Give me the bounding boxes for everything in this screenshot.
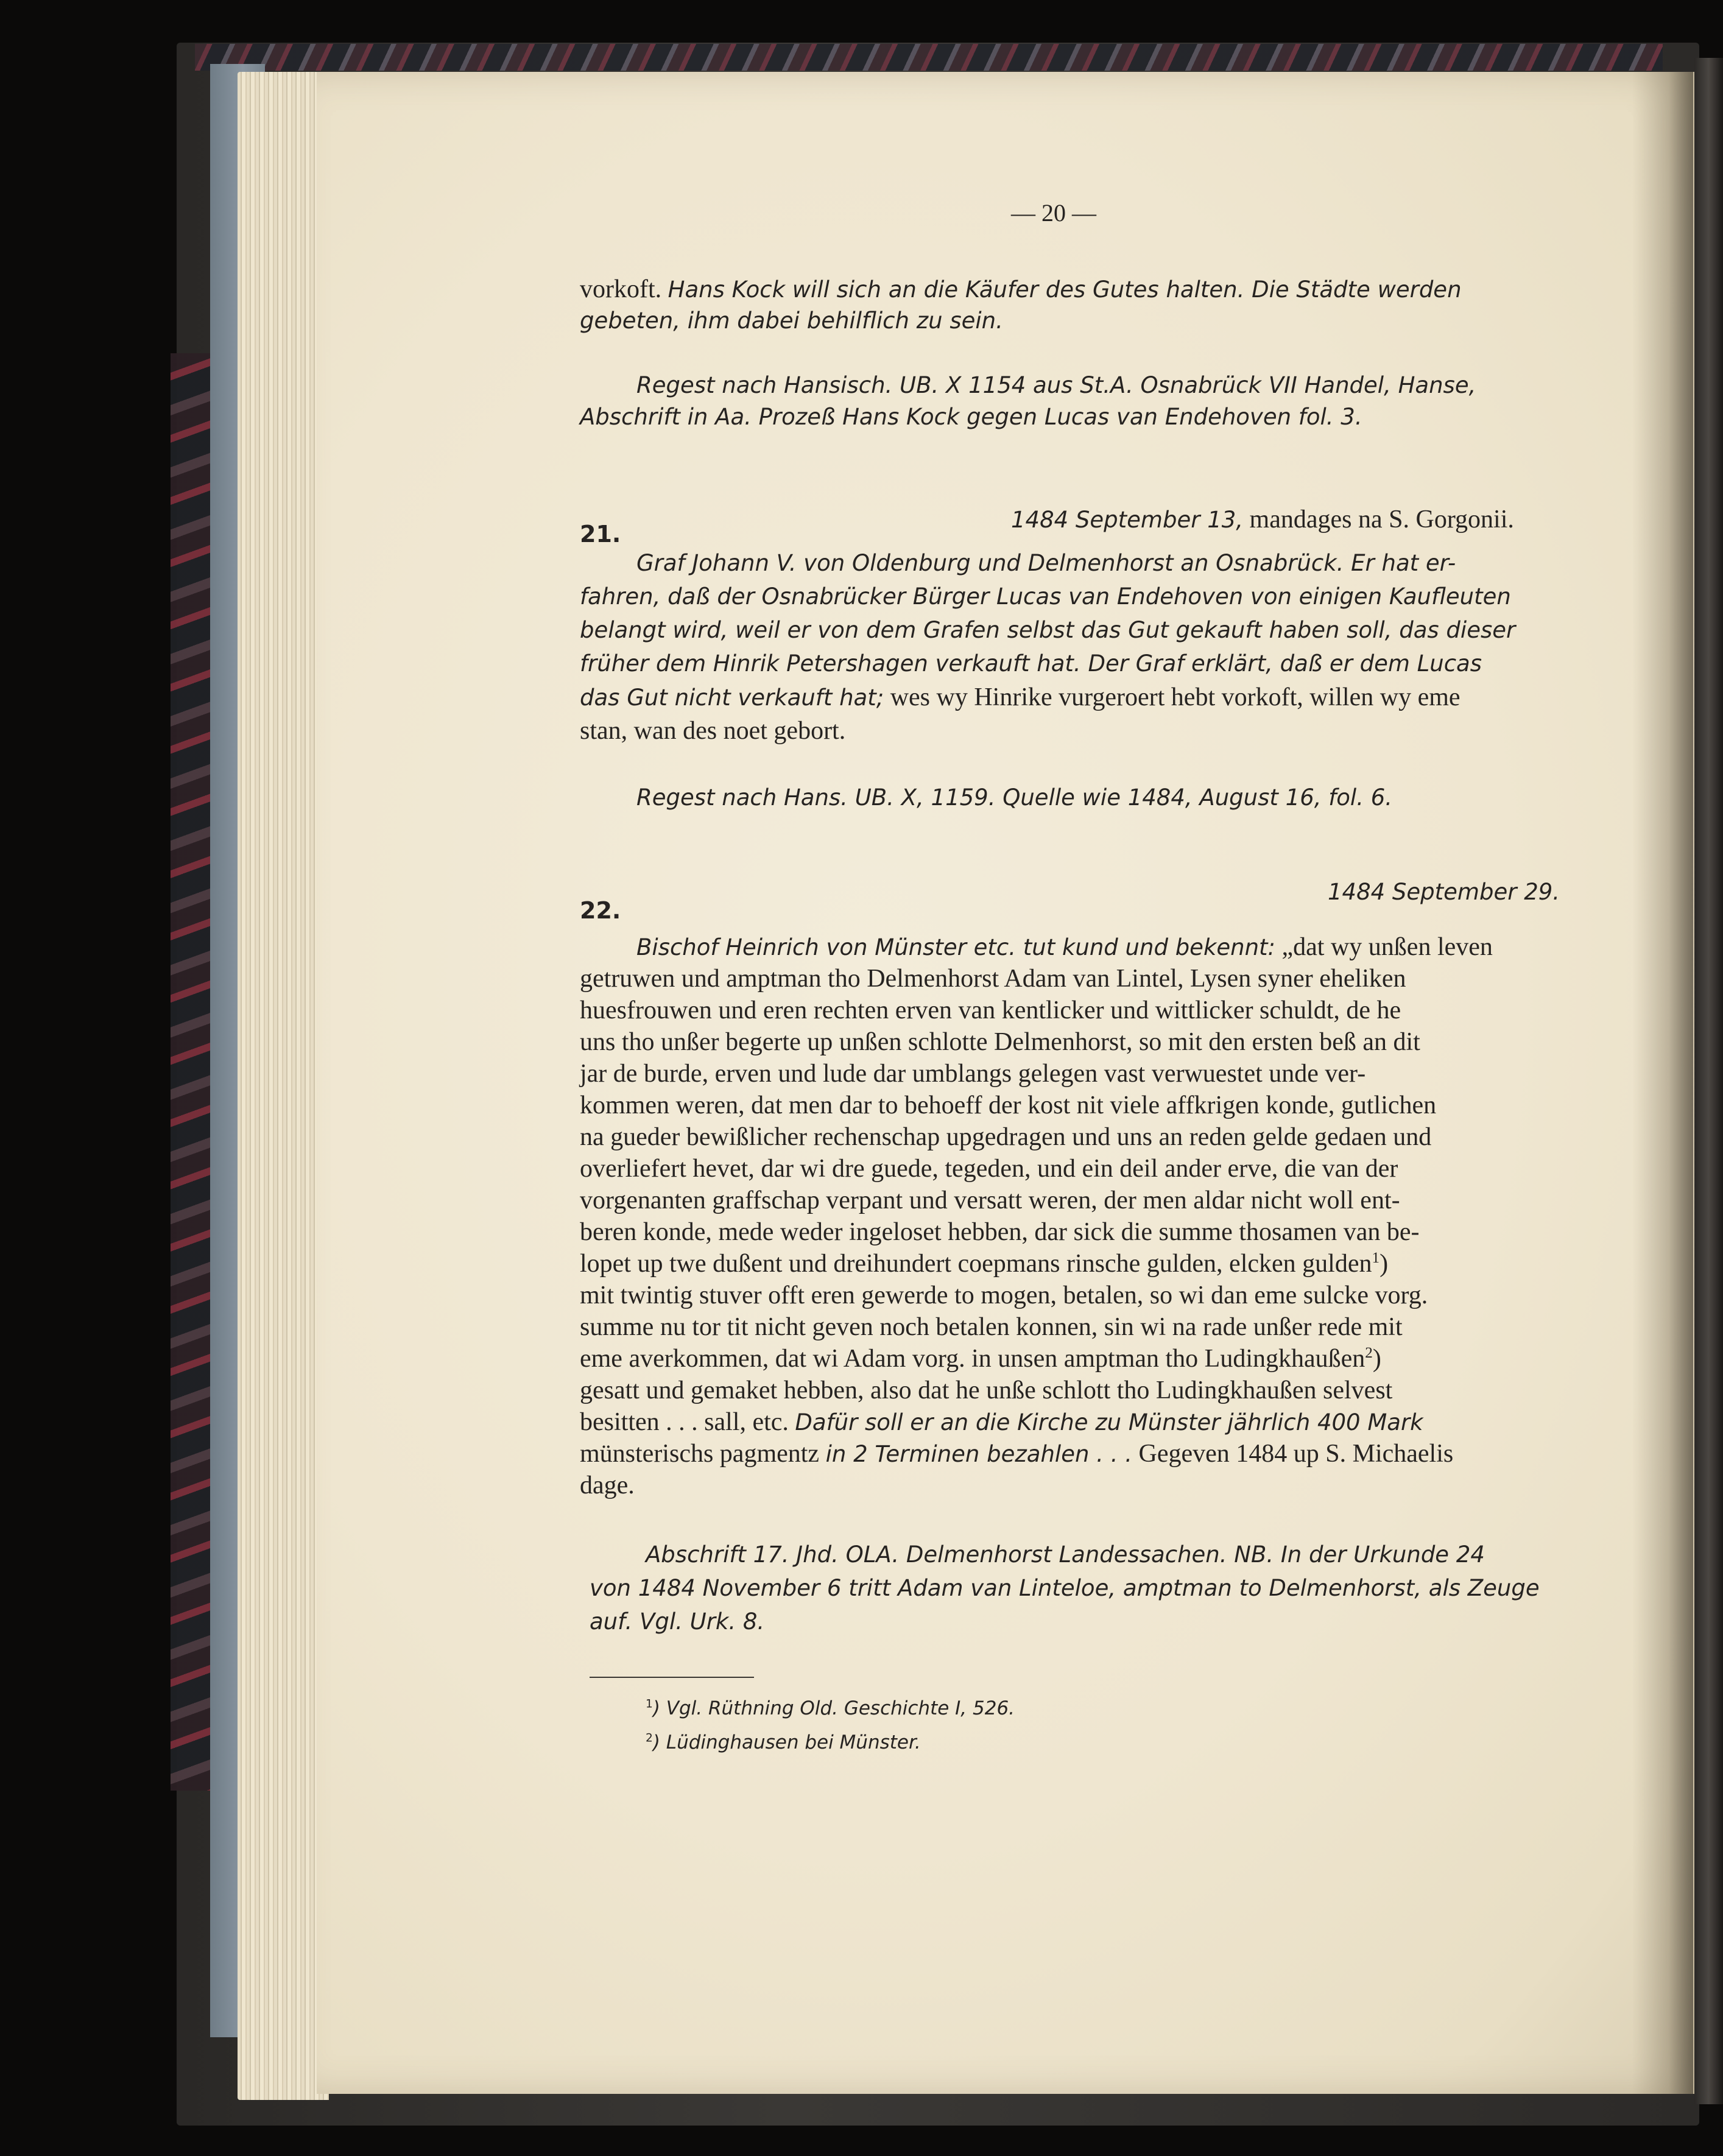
entry-22-line-14 bbox=[580, 1344, 1381, 1374]
page-edges bbox=[238, 72, 329, 2100]
entry-21-line-5-plain: wes wy Hinrike vurgeroert hebt vorkoft, willen wy eme bbox=[890, 683, 1460, 711]
entry-22-line-7: na gueder bewißlicher rechenschap upgedragen und uns an reden gelde gedaen und bbox=[580, 1123, 1432, 1151]
abschrift-line-3: auf. Vgl. Urk. 8. bbox=[590, 1608, 765, 1635]
entry-22-line-1-plain: „dat wy unßen leven bbox=[1281, 933, 1493, 961]
entry-number-22: 22. bbox=[580, 897, 621, 924]
footnote-1-mark: 1 bbox=[646, 1697, 653, 1711]
page-number: — 20 — bbox=[1011, 199, 1096, 227]
footnote-mark-1: 1 bbox=[1372, 1250, 1380, 1266]
entry-22-line-10: beren konde, mede weder ingeloset hebben, dar sick die summe thosamen van be- bbox=[580, 1218, 1420, 1246]
footnote-2-mark: 2 bbox=[646, 1731, 653, 1745]
entry-22-line-6: kommen weren, dat men dar to behoeff der kost nit viele affkrigen konde, gutlichen bbox=[580, 1091, 1437, 1119]
footnote-mark-2: 2 bbox=[1365, 1345, 1373, 1361]
continuation-line-2: gebeten, ihm dabei behilflich zu sein. bbox=[580, 308, 1003, 334]
entry-22-line-17 bbox=[580, 1439, 1453, 1470]
entry-22-line-17-italic: in 2 Terminen bezahlen . . . bbox=[825, 1441, 1132, 1467]
entry-22-line-17-plain-a: münsterischs pagmentz bbox=[580, 1440, 820, 1468]
entry-22-line-11-end: ) bbox=[1379, 1250, 1389, 1278]
entry-22-line-17-plain-b: Gegeven 1484 up S. Michaelis bbox=[1138, 1440, 1454, 1468]
continuation-plain: vorkoft. bbox=[580, 275, 662, 303]
right-binding bbox=[1694, 58, 1723, 2104]
entry-21-line-6: stan, wan des noet gebort. bbox=[580, 717, 846, 745]
entry-22-line-4: uns tho unßer begerte up unßen schlotte Delmenhorst, so mit den ersten beß an dit bbox=[580, 1028, 1420, 1056]
marbled-endpaper-top bbox=[195, 44, 1663, 71]
entry-22-line-1-italic: Bischof Heinrich von Münster etc. tut kund und bekennt: bbox=[636, 934, 1276, 960]
continuation-line-1 bbox=[580, 274, 1462, 305]
entry-22-line-18: dage. bbox=[580, 1471, 635, 1499]
regest-prev-line-2: Abschrift in Aa. Prozeß Hans Kock gegen Lucas van Endehoven fol. 3. bbox=[580, 404, 1362, 430]
entry-22-line-11 bbox=[580, 1249, 1388, 1279]
entry-22-line-12: mit twintig stuver offt eren gewerde to mogen, betalen, so wi dan eme sulcke vorg. bbox=[580, 1281, 1428, 1309]
entry-22-line-9: vorgenanten graffschap verpant und versatt weren, der men aldar nicht woll ent- bbox=[580, 1186, 1400, 1214]
entry-21-line-2: fahren, daß der Osnabrücker Bürger Lucas van Endehoven von einigen Kaufleuten bbox=[580, 583, 1511, 610]
entry-21-line-5 bbox=[580, 682, 1460, 713]
footnote-1 bbox=[646, 1693, 1015, 1724]
entry-22-line-16-plain: besitten . . . sall, etc. bbox=[580, 1408, 789, 1436]
entry-21-date bbox=[1011, 504, 1514, 535]
entry-22-date: 1484 September 29. bbox=[1328, 879, 1560, 905]
footnote-2-text: ) Lüdinghausen bei Münster. bbox=[652, 1731, 921, 1753]
footnote-2 bbox=[646, 1727, 921, 1758]
entry-number-21: 21. bbox=[580, 521, 621, 548]
entry-22-line-5: jar de burde, erven und lude dar umblangs gelegen vast verwuestet unde ver- bbox=[580, 1060, 1366, 1088]
regest-prev-line-1: Regest nach Hansisch. UB. X 1154 aus St.A. Osnabrück VII Handel, Hanse, bbox=[636, 372, 1476, 398]
entry-22-line-14-text: eme averkommen, dat wi Adam vorg. in unsen amptman tho Ludingkhaußen bbox=[580, 1345, 1365, 1373]
entry-22-line-2: getruwen und amptman tho Delmenhorst Adam van Lintel, Lysen syner eheliken bbox=[580, 965, 1406, 993]
entry-22-line-15: gesatt und gemaket hebben, also dat he unße schlott tho Ludingkhaußen selvest bbox=[580, 1376, 1393, 1404]
entry-21-line-1: Graf Johann V. von Oldenburg und Delmenhorst an Osnabrück. Er hat er- bbox=[636, 550, 1456, 576]
gutter-shadow bbox=[1632, 72, 1693, 2094]
abschrift-line-2: von 1484 November 6 tritt Adam van Linteloe, amptman to Delmenhorst, als Zeuge bbox=[590, 1575, 1540, 1601]
entry-22-line-14-end: ) bbox=[1372, 1345, 1381, 1373]
footnote-1-text: ) Vgl. Rüthning Old. Geschichte I, 526. bbox=[652, 1697, 1015, 1719]
entry-22-line-3: huesfrouwen und eren rechten erven van kentlicker und wittlicker schuldt, de he bbox=[580, 996, 1401, 1024]
entry-22-line-1 bbox=[636, 932, 1493, 963]
entry-22-line-16 bbox=[580, 1407, 1423, 1438]
entry-22-line-13: summe nu tor tit nicht geven noch betalen konnen, sin wi na rade unßer rede mit bbox=[580, 1313, 1403, 1341]
entry-21-line-4: früher dem Hinrik Petershagen verkauft hat. Der Graf erklärt, daß er dem Lucas bbox=[580, 650, 1482, 677]
entry-22-line-16-italic: Dafür soll er an die Kirche zu Münster jährlich 400 Mark bbox=[795, 1409, 1423, 1436]
entry-21-regest: Regest nach Hans. UB. X, 1159. Quelle wie 1484, August 16, fol. 6. bbox=[636, 784, 1393, 811]
entry-21-date-italic: 1484 September 13, bbox=[1011, 507, 1244, 533]
continuation-italic: Hans Kock will sich an die Käufer des Gutes halten. Die Städte werden bbox=[668, 277, 1462, 303]
entry-21-line-5-italic: das Gut nicht verkauft hat; bbox=[580, 685, 884, 711]
entry-22-line-11-text: lopet up twe dußent und dreihundert coepmans rinsche gulden, elcken gulden bbox=[580, 1250, 1372, 1278]
entry-22-line-8: overliefert hevet, dar wi dre guede, tegeden, und ein deil ander erve, die van der bbox=[580, 1155, 1398, 1183]
entry-21-line-3: belangt wird, weil er von dem Grafen selbst das Gut gekauft haben soll, das dieser bbox=[580, 617, 1516, 643]
footnote-rule bbox=[590, 1677, 754, 1678]
entry-21-date-plain: mandages na S. Gorgonii. bbox=[1249, 506, 1514, 534]
abschrift-line-1: Abschrift 17. Jhd. OLA. Delmenhorst Landessachen. NB. In der Urkunde 24 bbox=[646, 1541, 1485, 1568]
